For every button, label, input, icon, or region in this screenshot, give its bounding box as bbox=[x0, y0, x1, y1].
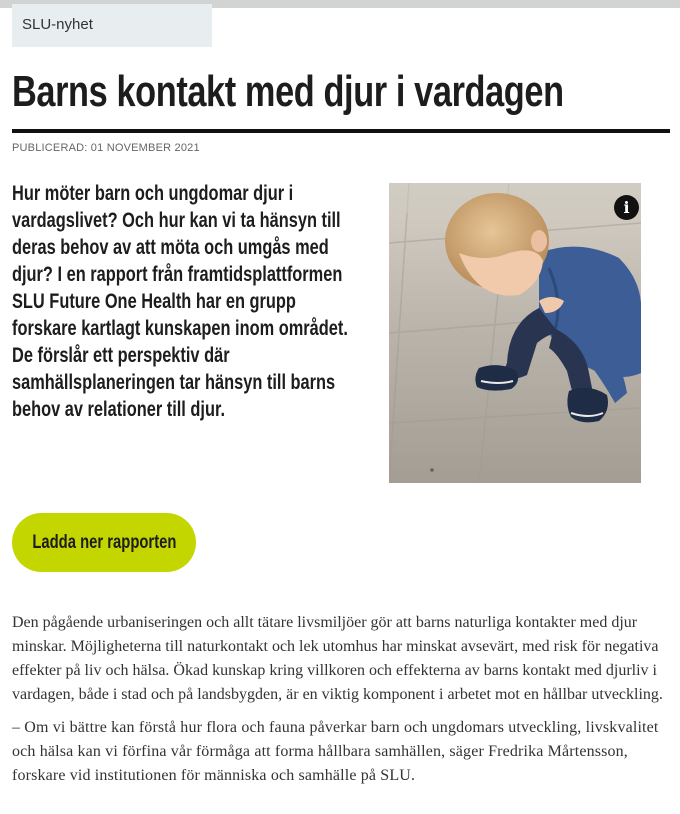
body-paragraph: Den pågående urbaniseringen och allt tätare livsmiljöer gör att barns naturliga kontakter med djur minskar. Möjligheterna till naturkontakt och lek utomhus har minskat avsevärt, med risk för negativa effekter på liv och hälsa. Ökad kunskap kring villkoren och effekterna av barns kontakt med djurliv i vardagen, både i stad och på landsbygden, är en viktig komponent i arbetet mot en hållbar utveckling. bbox=[12, 614, 663, 703]
body-paragraph-quote: – Om vi bättre kan förstå hur flora och fauna påverkar barn och ungdomars utveckling, livskvalitet och hälsa kan vi förfina vår förmåga att forma hållbara samhällen, säger Fredrika Mårtensson, forskare vid institutionen för människa och samhälle på SLU. bbox=[12, 719, 659, 784]
publish-date: PUBLICERAD: 01 NOVEMBER 2021 bbox=[12, 142, 200, 154]
download-report-button[interactable] bbox=[12, 513, 196, 572]
page-title: Barns kontakt med djur i vardagen bbox=[12, 67, 564, 116]
child-looking-down-image bbox=[389, 183, 641, 483]
download-report-label: Ladda ner rapporten bbox=[31, 531, 177, 553]
info-icon[interactable]: i bbox=[614, 195, 639, 220]
article-photo bbox=[389, 183, 641, 483]
category-tag: SLU-nyhet bbox=[12, 4, 212, 47]
article-body bbox=[12, 611, 672, 797]
title-divider bbox=[12, 129, 670, 133]
lead-paragraph: Hur möter barn och ungdomar djur i vardagslivet? Och hur kan vi ta hänsyn till deras behov av att möta och umgås med djur? I en rapport från framtidsplattformen SLU Future One Health har en grupp forskare kartlagt kunskapen inom området. De förslår ett perspektiv där samhällsplaneringen tar hänsyn till barns behov av relationer till djur. bbox=[12, 182, 348, 421]
